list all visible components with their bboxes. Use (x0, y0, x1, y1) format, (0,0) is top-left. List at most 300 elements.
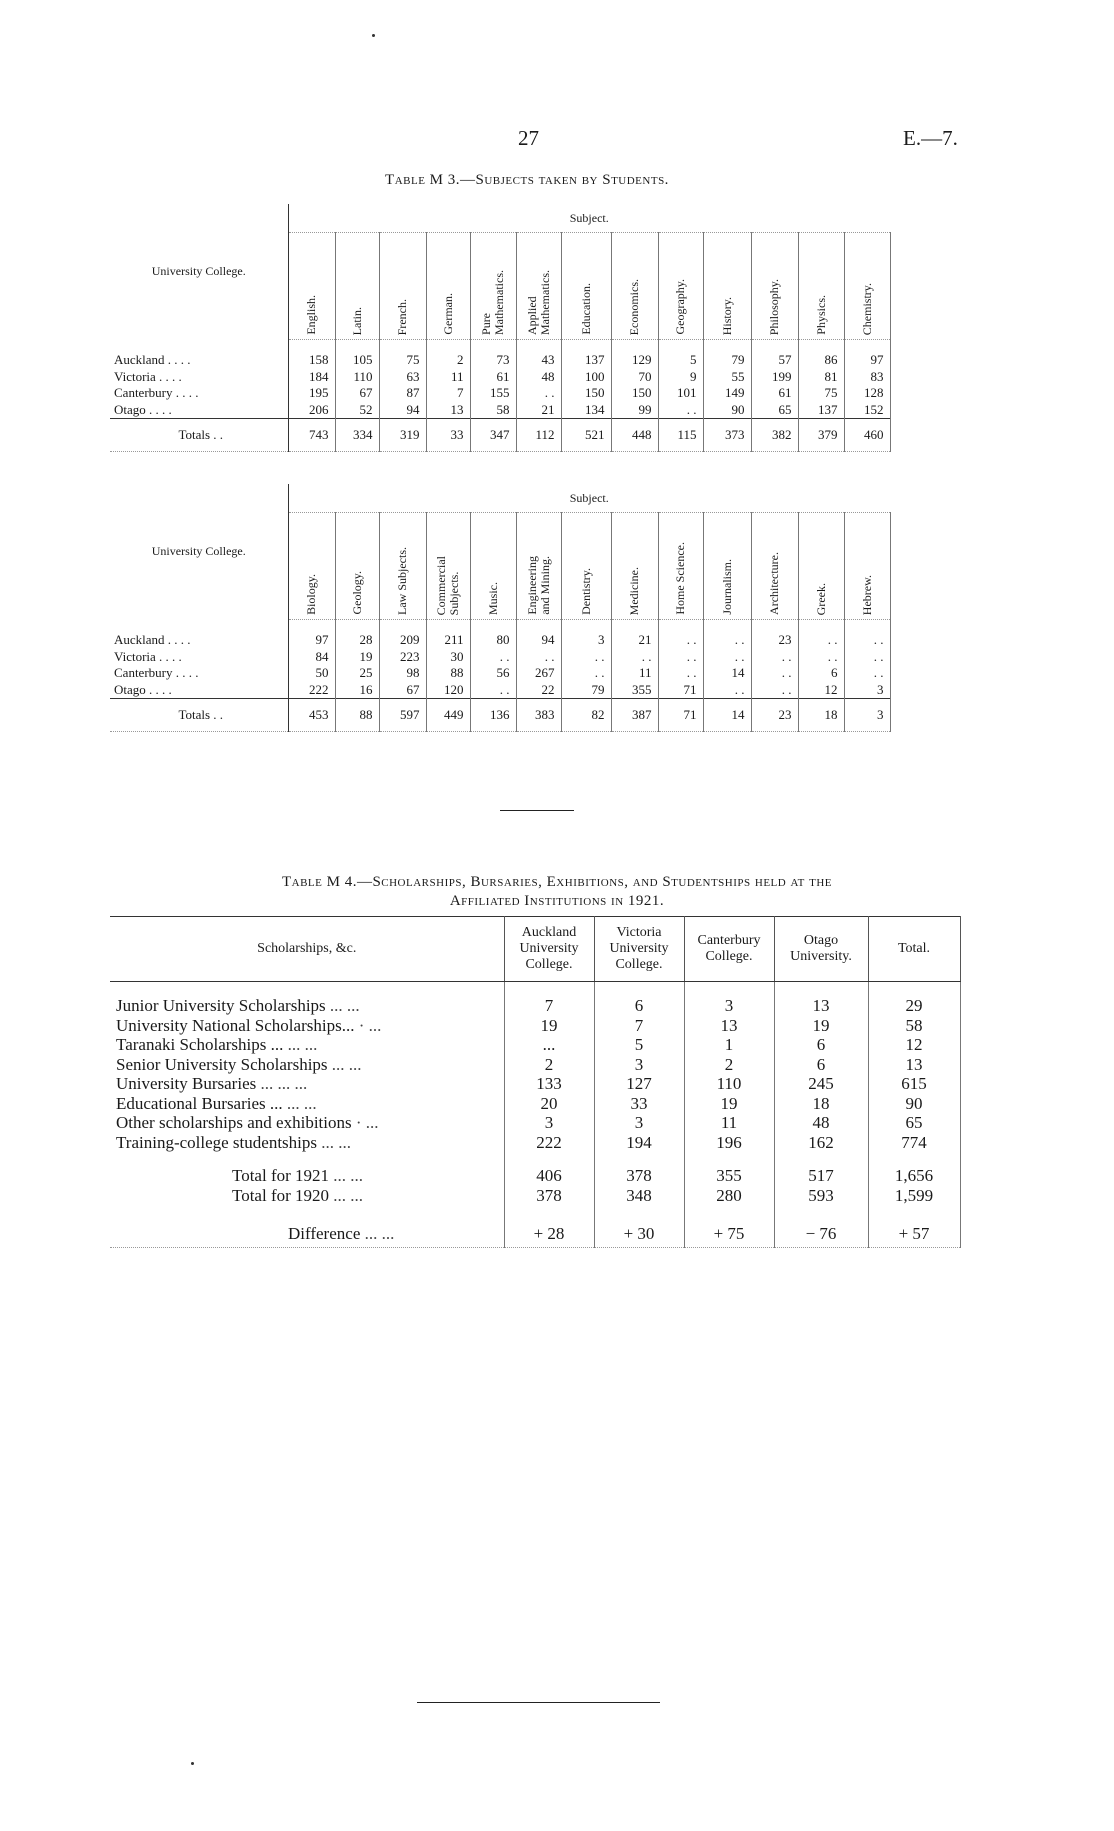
subject-column-header (658, 233, 703, 340)
table-cell: 23 (751, 620, 798, 649)
table-cell: 9 (658, 369, 703, 386)
column-header: Canterbury College. (684, 917, 774, 982)
spacer-cell (774, 1205, 868, 1219)
spacer-cell (774, 1152, 868, 1166)
table-cell: 517 (774, 1166, 868, 1186)
table-cell: 6 (798, 665, 844, 682)
table-cell: . . (658, 665, 703, 682)
table-row (110, 996, 960, 1016)
row-leader-dots: ... ... (333, 1185, 364, 1205)
row-leader-dots: ... ... ... (260, 1074, 308, 1094)
table-cell: 155 (470, 385, 516, 402)
spacer-row (110, 982, 960, 997)
subject-column-header (379, 513, 426, 620)
table-cell: 195 (288, 385, 335, 402)
totals-cell: 387 (611, 699, 658, 732)
totals-cell: 18 (798, 699, 844, 732)
table-row (110, 385, 890, 402)
column-header: Victoria University College. (594, 917, 684, 982)
row-label-text: Difference (288, 1223, 361, 1243)
table-cell: 14 (703, 665, 751, 682)
subject-column-header (470, 513, 516, 620)
subject-column-header (844, 513, 890, 620)
table-cell: 149 (703, 385, 751, 402)
table-cell: 6 (774, 1055, 868, 1075)
table-cell: 1,656 (868, 1166, 960, 1186)
subject-column-header (516, 233, 561, 340)
totals-cell: 373 (703, 419, 751, 452)
totals-cell: 33 (426, 419, 470, 452)
table-cell: 1 (684, 1035, 774, 1055)
subject-header: Subject. (288, 484, 890, 513)
table-cell: 43 (516, 340, 561, 369)
column-header: Auckland University College. (504, 917, 594, 982)
table-cell: 110 (335, 369, 379, 386)
table-cell: 75 (798, 385, 844, 402)
table-cell: 21 (611, 620, 658, 649)
table-cell: 19 (774, 1016, 868, 1036)
spacer-cell (684, 1152, 774, 1166)
table-cell: 50 (288, 665, 335, 682)
college-column-header: University College. (110, 484, 288, 620)
table-cell: 133 (504, 1074, 594, 1094)
subject-column-header (288, 233, 335, 340)
table-cell: . . (516, 385, 561, 402)
college-name: Auckland . . . . (110, 340, 288, 369)
table-cell: 774 (868, 1133, 960, 1153)
college-name: Victoria . . . . (110, 649, 288, 666)
totals-cell: 379 (798, 419, 844, 452)
table-cell: 5 (658, 340, 703, 369)
table-cell: 56 (470, 665, 516, 682)
table-cell: 355 (611, 682, 658, 699)
table-cell: 222 (504, 1133, 594, 1153)
row-label-text: University National Scholarships... (116, 1015, 355, 1035)
subject-column-header (470, 233, 516, 340)
table-cell: . . (844, 649, 890, 666)
table-cell: 97 (288, 620, 335, 649)
subject-column-label: Medicine. (627, 566, 641, 615)
subject-column-header (798, 233, 844, 340)
table-cell: 65 (868, 1113, 960, 1133)
spacer-cell (594, 1152, 684, 1166)
table-cell: 120 (426, 682, 470, 699)
table-cell: 7 (504, 996, 594, 1016)
table-cell: 222 (288, 682, 335, 699)
table-cell: 150 (611, 385, 658, 402)
table-cell: 21 (516, 402, 561, 419)
table-cell: 245 (774, 1074, 868, 1094)
table-cell: 58 (470, 402, 516, 419)
row-label (110, 1113, 504, 1133)
totals-cell: 347 (470, 419, 516, 452)
table-cell: 2 (504, 1055, 594, 1075)
subject-column-label: Home Science. (673, 542, 687, 615)
table-cell: 127 (594, 1074, 684, 1094)
totals-row (110, 699, 890, 732)
college-name: Otago . . . . (110, 682, 288, 699)
table-m3-part1 (110, 204, 891, 452)
table-cell: 3 (594, 1055, 684, 1075)
table-row (110, 340, 890, 369)
subject-column-label: Applied Mathematics. (524, 270, 552, 335)
table-cell: 33 (594, 1094, 684, 1114)
section-divider (500, 810, 574, 811)
table-row (110, 682, 890, 699)
subject-column-label: Economics. (627, 278, 641, 335)
row-label (110, 1074, 504, 1094)
totals-cell: 3 (844, 699, 890, 732)
table-cell: 94 (379, 402, 426, 419)
table-cell: − 76 (774, 1219, 868, 1248)
table-cell: 110 (684, 1074, 774, 1094)
college-name: Otago . . . . (110, 402, 288, 419)
table-cell: 81 (798, 369, 844, 386)
row-label (110, 1094, 504, 1114)
table-cell: 194 (594, 1133, 684, 1153)
table-cell: . . (798, 620, 844, 649)
table-cell: 71 (658, 682, 703, 699)
subject-column-label: Architecture. (767, 552, 781, 615)
row-leader-dots: ... ... (364, 1223, 395, 1243)
totals-cell: 597 (379, 699, 426, 732)
table-row (110, 1016, 960, 1036)
table-cell: . . (561, 665, 611, 682)
table-m4 (110, 916, 961, 1248)
table-cell: . . (844, 665, 890, 682)
table-cell: 152 (844, 402, 890, 419)
subject-column-label: Hebrew. (859, 574, 874, 615)
table-m3-part2 (110, 484, 891, 732)
row-label (110, 1133, 504, 1153)
subject-column-label: Geography. (673, 279, 687, 335)
row-leader-dots: ... ... (286, 1093, 317, 1113)
spacer-cell (868, 1205, 960, 1219)
spacer-cell (868, 1152, 960, 1166)
table-cell: 67 (335, 385, 379, 402)
table-row (110, 649, 890, 666)
table-cell: + 30 (594, 1219, 684, 1248)
totals-cell: 319 (379, 419, 426, 452)
table-cell: 57 (751, 340, 798, 369)
row-label (110, 1186, 504, 1206)
table-cell: 94 (516, 620, 561, 649)
table-cell: . . (703, 620, 751, 649)
row-leader-dots: · ... (358, 1015, 382, 1035)
row-label (110, 996, 504, 1016)
subject-column-header (561, 233, 611, 340)
table-cell: 22 (516, 682, 561, 699)
table-cell: 11 (611, 665, 658, 682)
table-cell: 28 (335, 620, 379, 649)
table-cell: 615 (868, 1074, 960, 1094)
subject-column-header (335, 513, 379, 620)
totals-cell: 334 (335, 419, 379, 452)
row-leader-dots: ... ... (333, 1166, 364, 1186)
row-label-text: Taranaki Scholarships ... (116, 1035, 284, 1055)
table-cell: . . (470, 682, 516, 699)
table-cell: 3 (504, 1113, 594, 1133)
college-name: Victoria . . . . (110, 369, 288, 386)
table-cell: . . (844, 620, 890, 649)
table-cell: 13 (684, 1016, 774, 1036)
table-row (110, 1035, 960, 1055)
table-cell: 6 (774, 1035, 868, 1055)
table-cell: 52 (335, 402, 379, 419)
college-name: Canterbury . . . . (110, 665, 288, 682)
subject-column-header (703, 233, 751, 340)
subject-column-label: Geology. (349, 571, 364, 615)
table-cell: 98 (379, 665, 426, 682)
subject-column-label: Pure Mathematics. (479, 270, 506, 335)
table-cell: 196 (684, 1133, 774, 1153)
table-cell: 6 (594, 996, 684, 1016)
table-cell: 3 (561, 620, 611, 649)
table-cell: . . (658, 620, 703, 649)
row-label-text: Total for 1920 (232, 1185, 330, 1205)
table-cell: 3 (684, 996, 774, 1016)
table-cell: ... (504, 1035, 594, 1055)
table-cell: 206 (288, 402, 335, 419)
table-cell: 67 (379, 682, 426, 699)
table-cell: 355 (684, 1166, 774, 1186)
table-cell: + 57 (868, 1219, 960, 1248)
spacer-cell (684, 1205, 774, 1219)
table-cell: 73 (470, 340, 516, 369)
table-cell: 20 (504, 1094, 594, 1114)
table-cell: 63 (379, 369, 426, 386)
table-row (110, 369, 890, 386)
spacer-cell (110, 1152, 504, 1166)
subject-column-label: German. (440, 293, 455, 335)
table-cell: 48 (516, 369, 561, 386)
table-cell: 150 (561, 385, 611, 402)
subject-column-header (703, 513, 751, 620)
table-cell: 30 (426, 649, 470, 666)
totals-cell: 71 (658, 699, 703, 732)
table-cell: 79 (703, 340, 751, 369)
table-cell: . . (703, 649, 751, 666)
page-end-rule (417, 1702, 660, 1703)
table-cell: . . (658, 649, 703, 666)
table-cell: 48 (774, 1113, 868, 1133)
speck (372, 34, 375, 37)
table-cell: 158 (288, 340, 335, 369)
subject-column-label: Music. (485, 582, 500, 615)
subject-column-header (426, 513, 470, 620)
subject-column-label: Biology. (304, 574, 318, 615)
table-cell: 83 (844, 369, 890, 386)
table-cell: 3 (844, 682, 890, 699)
table-cell: 19 (335, 649, 379, 666)
table-cell: 406 (504, 1166, 594, 1186)
table-cell: 12 (798, 682, 844, 699)
table-cell: 61 (470, 369, 516, 386)
totals-cell: 112 (516, 419, 561, 452)
college-column-header: University College. (110, 204, 288, 340)
table-cell: 105 (335, 340, 379, 369)
difference-row (110, 1219, 960, 1248)
subject-column-label: Law Subjects. (395, 547, 409, 615)
table-cell: 2 (684, 1055, 774, 1075)
subject-column-label: Physics. (813, 295, 828, 335)
page-number: 27 (518, 126, 539, 150)
table-row (110, 1113, 960, 1133)
totals-cell: 449 (426, 699, 470, 732)
table-cell: 13 (868, 1055, 960, 1075)
table-cell: 80 (470, 620, 516, 649)
table-row (110, 402, 890, 419)
table-cell: . . (751, 649, 798, 666)
row-label-text: Total for 1921 (232, 1166, 330, 1186)
table-cell: 13 (774, 996, 868, 1016)
table-cell: . . (703, 682, 751, 699)
table-cell: 16 (335, 682, 379, 699)
table-cell: 18 (774, 1094, 868, 1114)
row-label-text: Other scholarships and exhibitions (116, 1113, 352, 1133)
table-cell: + 28 (504, 1219, 594, 1248)
table-cell: 378 (594, 1166, 684, 1186)
subject-column-header (516, 513, 561, 620)
table-cell: 13 (426, 402, 470, 419)
subject-column-header (426, 233, 470, 340)
subject-column-header (379, 233, 426, 340)
table-cell: 11 (684, 1113, 774, 1133)
table-m4-header-row (110, 917, 960, 982)
college-name: Auckland . . . . (110, 620, 288, 649)
totals-cell: 115 (658, 419, 703, 452)
totals-cell: 743 (288, 419, 335, 452)
table-cell: 84 (288, 649, 335, 666)
subject-column-header (844, 233, 890, 340)
document-code: E.—7. (903, 126, 958, 150)
totals-cell: 82 (561, 699, 611, 732)
subject-column-label: Dentistry. (578, 568, 593, 615)
table-cell: 199 (751, 369, 798, 386)
subject-column-header (751, 233, 798, 340)
table-cell: 58 (868, 1016, 960, 1036)
table-row (110, 665, 890, 682)
table-cell: . . (658, 402, 703, 419)
subject-column-label: French. (395, 298, 409, 335)
table-cell: 19 (504, 1016, 594, 1036)
table-row (110, 1094, 960, 1114)
row-label (110, 1166, 504, 1186)
table-cell: 55 (703, 369, 751, 386)
totals-cell: 383 (516, 699, 561, 732)
spacer-row (110, 1205, 960, 1219)
table-cell: 137 (798, 402, 844, 419)
subject-column-header (658, 513, 703, 620)
subject-column-label: Journalism. (719, 559, 734, 615)
totals-cell: 23 (751, 699, 798, 732)
table-cell: 99 (611, 402, 658, 419)
table-cell: 378 (504, 1186, 594, 1206)
table-cell: 7 (426, 385, 470, 402)
college-name: Canterbury . . . . (110, 385, 288, 402)
table-cell: 2 (426, 340, 470, 369)
row-label (110, 1219, 504, 1248)
row-label-text: Junior University Scholarships (116, 996, 326, 1016)
subject-column-label: Philosophy. (767, 278, 781, 335)
row-label-text: Senior University Scholarships (116, 1054, 328, 1074)
row-leader-dots: · ... (355, 1113, 379, 1133)
subject-column-label: English. (304, 295, 318, 335)
totals-cell: 521 (561, 419, 611, 452)
totals-cell: 136 (470, 699, 516, 732)
subject-column-label: Chemistry. (859, 282, 874, 335)
table-cell: . . (751, 665, 798, 682)
table-m4-caption-line2: Affiliated Institutions in 1921. (449, 893, 665, 909)
totals-cell: 14 (703, 699, 751, 732)
table-cell: 88 (426, 665, 470, 682)
table-cell: 65 (751, 402, 798, 419)
table-cell: 61 (751, 385, 798, 402)
table-cell: 100 (561, 369, 611, 386)
table-cell: 129 (611, 340, 658, 369)
row-leader-dots: ... ... (287, 1035, 318, 1055)
table-cell: 101 (658, 385, 703, 402)
table-cell: . . (611, 649, 658, 666)
spacer-cell (504, 1205, 594, 1219)
table-cell: 267 (516, 665, 561, 682)
table-row (110, 1133, 960, 1153)
table-cell: 7 (594, 1016, 684, 1036)
spacer-row (110, 1152, 960, 1166)
subject-column-header (751, 513, 798, 620)
row-label-text: Educational Bursaries ... (116, 1093, 283, 1113)
total-1921-row (110, 1166, 960, 1186)
table-cell: . . (751, 682, 798, 699)
total-1920-row (110, 1186, 960, 1206)
row-label (110, 1016, 504, 1036)
table-cell: 19 (684, 1094, 774, 1114)
table-cell: 211 (426, 620, 470, 649)
table-cell: 75 (379, 340, 426, 369)
totals-label: Totals . . (110, 699, 288, 732)
table-cell: 3 (594, 1113, 684, 1133)
table-cell: 134 (561, 402, 611, 419)
totals-row (110, 419, 890, 452)
row-leader-dots: ... ... (329, 996, 360, 1016)
spacer-cell (594, 1205, 684, 1219)
table-cell: 1,599 (868, 1186, 960, 1206)
column-header: Total. (868, 917, 960, 982)
subject-column-label: History. (719, 296, 734, 335)
row-label (110, 1035, 504, 1055)
table-cell: 86 (798, 340, 844, 369)
row-label-text: University Bursaries (116, 1074, 257, 1094)
subject-column-label: Latin. (349, 306, 364, 335)
totals-cell: 88 (335, 699, 379, 732)
subject-column-label: Education. (578, 283, 593, 335)
subject-header: Subject. (288, 204, 890, 233)
table-cell: 29 (868, 996, 960, 1016)
spacer-cell (110, 1205, 504, 1219)
subject-column-header (335, 233, 379, 340)
subject-column-header (561, 513, 611, 620)
table-cell: + 75 (684, 1219, 774, 1248)
table-cell: . . (561, 649, 611, 666)
subject-column-header (611, 513, 658, 620)
table-cell: . . (798, 649, 844, 666)
table-row (110, 620, 890, 649)
table-cell: 223 (379, 649, 426, 666)
table-cell: 184 (288, 369, 335, 386)
table-cell: 162 (774, 1133, 868, 1153)
subject-column-label: Engineering and Mining. (524, 556, 552, 615)
row-label-text: Training-college studentships (116, 1132, 317, 1152)
